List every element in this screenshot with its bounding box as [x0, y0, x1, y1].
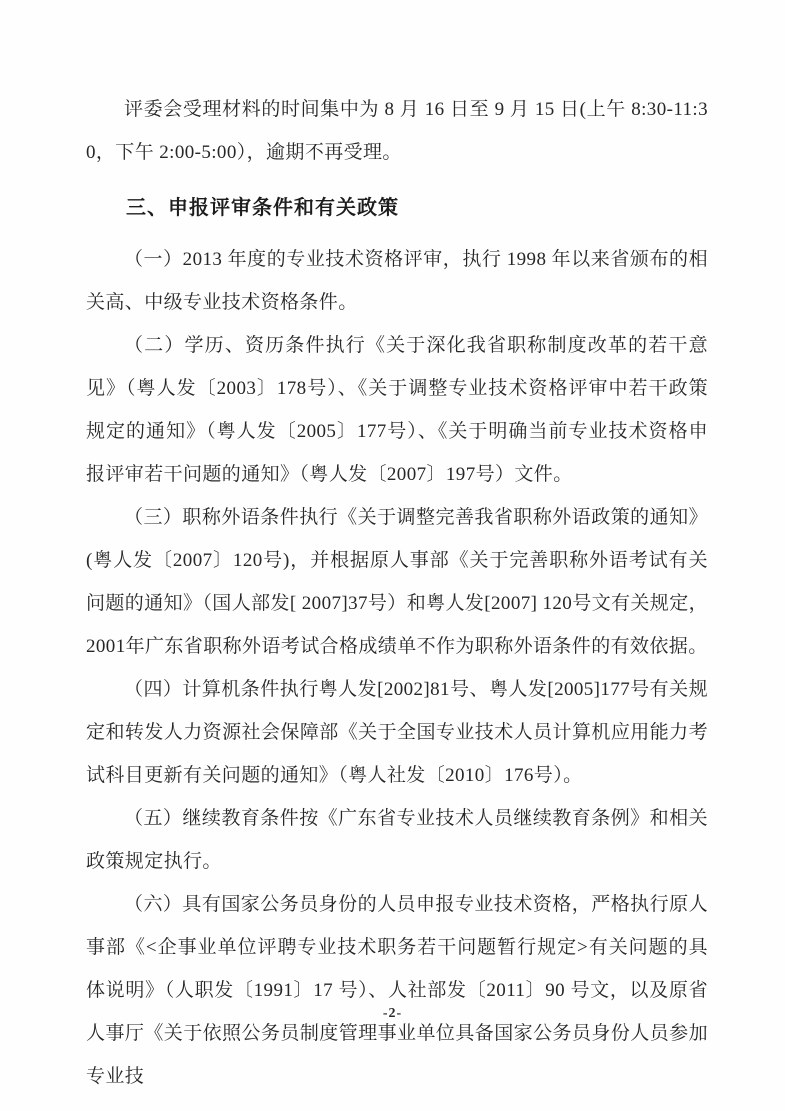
- paragraph-item-4: （四）计算机条件执行粤人发[2002]81号、粤人发[2005]177号有关规定和转发人力资源社会保障部《关于全国专业技术人员计算机应用能力考试科目更新有关问题的通知》（粤人社发〔2010〕176号）。: [86, 679, 708, 786]
- paragraph-item-3: （三）职称外语条件执行《关于调整完善我省职称外语政策的通知》(粤人发〔2007〕120号)，并根据原人事部《关于完善职称外语考试有关问题的通知》（国人部发[ 2007]37号）和粤人发[2007] 120号文有关规定，2001年广东省职称外语考试合格成绩单不作为职称外语条件的有效依据。: [86, 507, 709, 657]
- paragraph-item-6: （六）具有国家公务员身份的人员申报专业技术资格，严格执行原人事部《<企事业单位评聘专业技术职务若干问题暂行规定>有关问题的具体说明》（人职发〔1991〕17 号）、人社部发〔2011〕90 号文，以及原省人事厅《关于依照公务员制度管理事业单位具备国家公务员身份人员参加专业技: [86, 894, 708, 1087]
- page-number: -2-: [382, 1006, 403, 1021]
- paragraph-item-5: （五）继续教育条件按《广东省专业技术人员继续教育条例》和相关政策规定执行。: [86, 808, 708, 872]
- section-heading: 三、申报评审条件和有关政策: [126, 197, 399, 219]
- paragraph-deadline-notice: 评委会受理材料的时间集中为 8 月 16 日至 9 月 15 日(上午 8:30-11:30，下午 2:00-5:00），逾期不再受理。: [86, 99, 708, 163]
- document-body: [86, 88, 708, 1098]
- paragraph-item-2: （二）学历、资历条件执行《关于深化我省职称制度改革的若干意见》（粤人发〔2003〕178号）、《关于调整专业技术资格评审中若干政策规定的通知》（粤人发〔2005〕177号）、《关于明确当前专业技术资格申报评审若干问题的通知》（粤人发〔2007〕197号）文件。: [86, 335, 708, 485]
- paragraph-item-1: （一）2013 年度的专业技术资格评审，执行 1998 年以来省颁布的相关高、中级专业技术资格条件。: [86, 249, 708, 313]
